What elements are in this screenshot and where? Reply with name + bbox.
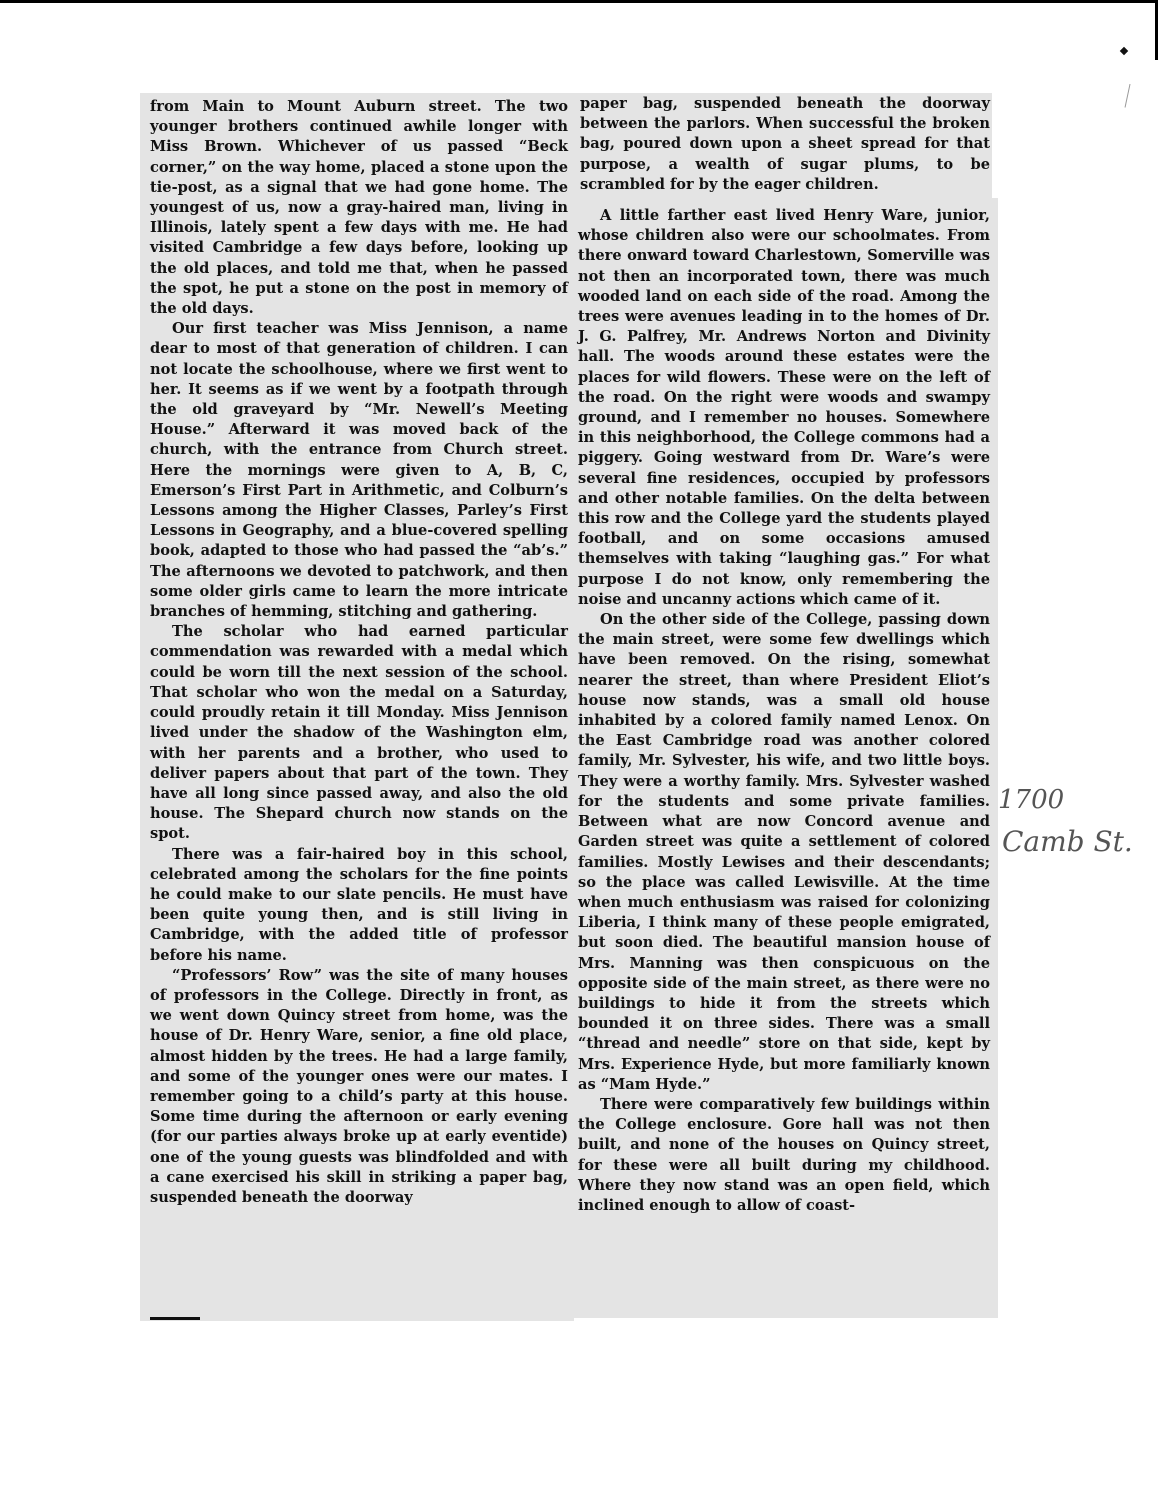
handwritten-note-number: 1700 [998, 785, 1065, 815]
scan-mark [1120, 47, 1128, 55]
paragraph: Our first teacher was Miss Jennison, a name dear to most of that generation of children. I can not locate the schoolhouse, where we first went to her. It seems as if we went by a footpath through the old graveyard by “Mr. Newell’s Meeting House.” Afterward it was moved back of the church, with the entrance from Church street. Here the mornings were given to A, B, C, Emerson’s First Part in Arithmetic, and Colburn’s Lessons among the Higher Classes, Parley’s First Lessons in Geography, and a blue-covered spelling book, adapted to those who had passed the “ab’s.” The afternoons we devoted to patchwork, and then some older girls came to learn the more intricate branches of hemming, stitching and gathering. [150, 320, 568, 621]
underline-mark [150, 1317, 200, 1320]
paragraph: On the other side of the College, passing down the main street, were some few dwellings which have been removed. On the rising, somewhat nearer the street, than where President Eliot’s house now stands, was a small old house inhabited by a colored family named Lenox. On the East Cambridge road was another colored family, Mr. Sylvester, his wife, and two little boys. They were a worthy family. Mrs. Sylvester washed for the students and some private families. Between what are now Concord avenue and Garden street was quite a settlement of colored families. Mostly Lewises and their descendants; so the place was called Lewisville. At the time when much enthusiasm was raised for colonizing Liberia, I think many of these people emigrated, but soon died. The beautiful mansion house of Mrs. Manning was then conspicuous on the opposite side of the main street, as there were no buildings to hide it from the streets which bounded it on three sides. There was a small “thread and needle” store on that side, kept by Mrs. Experience Hyde, but more familiarly known as “Mam Hyde.” [578, 611, 990, 1093]
paragraph: from Main to Mount Auburn street. The two younger brothers continued awhile longer with Miss Brown. Whichever of us passed “Beck corner,” on the way home, placed a stone upon the tie-post, as a signal that we had gone home. The youngest of us, now a gray-haired man, living in Illinois, lately spent a few days with me. He had visited Cambridge a few days before, looking up the old places, and told me that, when he passed the spot, he put a stone on the post in memory of the old days. [150, 98, 568, 318]
paragraph: There were comparatively few buildings within the College enclosure. Gore hall was not then built, and none of the houses on Quincy street, for these were all built during my childhood. Where they now stand was an open field, which inclined enough to allow of coast- [578, 1095, 990, 1214]
paragraph: The scholar who had earned particular commendation was rewarded with a medal which could be worn till the next session of the school. That scholar who won the medal on a Saturday, could proudly retain it till Monday. Miss Jennison lived under the shadow of the Washington elm, with her parents and a brother, who used to deliver papers about that part of the town. They have all long since passed away, and also the old house. The Shepard church now stands on the spot. [150, 623, 568, 843]
left-column-text [150, 97, 568, 1208]
scan-border-top [0, 0, 1158, 3]
paragraph: A little farther east lived Henry Ware, junior, whose children also were our schoolmates. From there onward toward Charlestown, Somerville was not then an incorporated town, there was much wooded land on each side of the road. Among the trees were avenues leading in to the homes of Dr. J. G. Palfrey, Mr. Andrews Norton and Divinity hall. The woods around these estates were the places for wild flowers. These were on the left of the road. On the right were woods and swampy ground, and I remember no houses. Somewhere in this neighborhood, the College commons had a piggery. Going westward from Dr. Ware’s were several fine residences, occupied by professors and other notable families. On the delta between this row and the College yard the students played football, and on some occasions amused themselves with taking “laughing gas.” For what purpose I do not know, only remembering the noise and uncanny actions which came of it. [578, 207, 990, 608]
paragraph: There was a fair-haired boy in this school, celebrated among the scholars for the fine points he could make to our slate pencils. He must have been quite young then, and is still living in Cambridge, with the added title of professor before his name. [150, 845, 568, 964]
right-column-top-text [580, 94, 990, 195]
pencil-tick [1125, 84, 1133, 108]
paragraph: paper bag, suspended beneath the doorway between the parlors. When successful the broken bag, poured down upon a sheet spread for that purpose, a wealth of sugar plums, to be scrambled for by the eager children. [580, 95, 990, 193]
paragraph: “Professors’ Row” was the site of many houses of professors in the College. Directly in front, as we went down Quincy street from home, was the house of Dr. Henry Ware, senior, a fine old place, almost hidden by the trees. He had a large family, and some of the younger ones were our mates. I remember going to a child’s party at this house. Some time during the afternoon or early evening (for our parties always broke up at early eventide) one of the young guests was blindfolded and with a cane exercised his skill in striking a paper bag, suspended beneath the doorway [150, 966, 568, 1206]
right-column-text [578, 206, 990, 1216]
handwritten-note-street: Camb St. [1002, 825, 1133, 858]
